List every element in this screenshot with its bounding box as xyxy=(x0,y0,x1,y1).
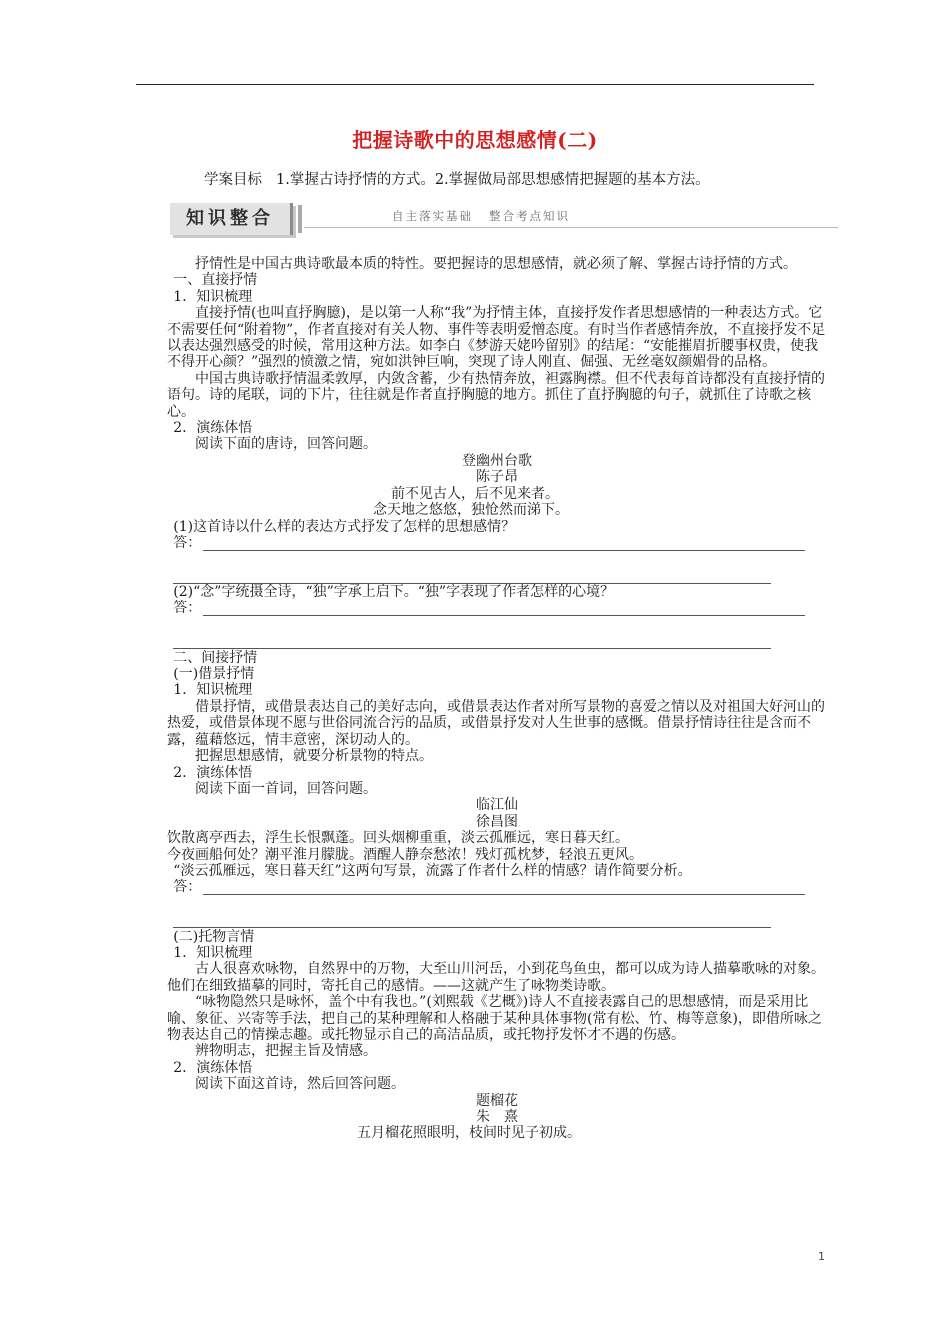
banner-sub-2: 整合考点知识 xyxy=(489,209,570,223)
answer-line[interactable] xyxy=(167,896,827,912)
poem-line: 饮散离亭西去，浮生长恨飘蓬。回头烟柳重重，淡云孤雁远，寒日暮天红。 xyxy=(167,830,629,847)
paragraph: 辨物明志，把握主旨及情感。 xyxy=(195,1043,377,1060)
section-heading: 一、直接抒情 xyxy=(173,272,258,289)
section-heading: 二、间接抒情 xyxy=(173,649,258,666)
poem-line: 念天地之悠悠，独怆然而涕下。 xyxy=(373,502,569,519)
sub-heading: 2．演练体悟 xyxy=(173,420,253,437)
sub-heading: 1．知识梳理 xyxy=(173,288,253,305)
banner-sub-1: 自主落实基础 xyxy=(392,209,473,223)
poem-line: 今夜画船何处？潮平淮月朦胧。酒醒人静奈愁浓！残灯孤枕梦，轻浪五更风。 xyxy=(167,846,643,863)
question: (1)这首诗以什么样的表达方式抒发了怎样的思想感情？ xyxy=(173,518,516,535)
instruction: 阅读下面一首词，回答问题。 xyxy=(195,780,377,797)
sub-heading: 2．演练体悟 xyxy=(173,1059,253,1076)
poem-title: 临江仙 xyxy=(476,797,518,814)
answer-line[interactable] xyxy=(167,568,827,584)
paragraph: 借景抒情，或借景表达自己的美好志向，或借景表达作者对所写景物的喜爱之情以及对祖国大好河山的热爱，或借景体现不愿与世俗同流合污的品质，或借景抒发对人生世事的感慨。借景抒情诗往往是含而不露，蕴藉悠远，情丰意密，深切动人的。 xyxy=(167,698,825,748)
sub-heading: (一)借景抒情 xyxy=(173,666,255,683)
goal-label: 学案目标 xyxy=(204,172,262,188)
answer-label: 答： xyxy=(173,534,202,551)
answer-field[interactable] xyxy=(167,879,827,895)
page-number: 1 xyxy=(818,1250,825,1263)
answer-line[interactable] xyxy=(167,633,827,649)
banner-line xyxy=(304,227,838,228)
answer-line[interactable] xyxy=(167,617,827,633)
banner-subtitle xyxy=(392,208,570,224)
answer-line[interactable] xyxy=(167,551,827,567)
paragraph: 古人很喜欢咏物，自然界中的万物，大至山川河岳，小到花鸟鱼虫，都可以成为诗人描摹歌咏的对象。他们在细致描摹的同时，寄托自己的感情。——这就产生了咏物类诗歌。 xyxy=(167,961,825,994)
poem-author: 陈子昂 xyxy=(476,469,518,486)
sub-heading: (二)托物言情 xyxy=(173,928,255,945)
intro-paragraph: 抒情性是中国古典诗歌最本质的特性。要把握诗的思想感情，就必须了解、掌握古诗抒情的方式。 xyxy=(195,256,797,272)
instruction: 阅读下面这首诗，然后回答问题。 xyxy=(195,1076,405,1093)
sub-heading: 1．知识梳理 xyxy=(173,944,253,961)
page-title: 把握诗歌中的思想感情(二) xyxy=(352,128,598,152)
paragraph: 直接抒情(也叫直抒胸臆)，是以第一人称“我”为抒情主体，直接抒发作者思想感情的一种表达方式。它不需要任何“附着物”，作者直接对有关人物、事件等表明爱憎态度。有时当作者感情奔放，不直接抒发不足以表达强烈感受的时候，常用这种方法。如李白《梦游天姥吟留别》的结尾：“安能摧眉折腰事权贵，使我不得开心颜？”强烈的愤激之情，宛如洪钟巨响，突现了诗人刚直、倔强、无丝毫奴颜媚骨的品格。 xyxy=(167,305,826,371)
paragraph: 中国古典诗歌抒情温柔敦厚，内敛含蓄，少有热情奔放，袒露胸襟。但不代表每首诗都没有直接抒情的语句。诗的尾联，词的下片，往往就是作者直抒胸臆的地方。抓住了直抒胸臆的句子，就抓住了诗歌之核心。 xyxy=(167,370,825,420)
answer-field[interactable] xyxy=(167,535,827,551)
sub-heading: 2．演练体悟 xyxy=(173,764,253,781)
sub-heading: 1．知识梳理 xyxy=(173,682,253,699)
goal-text: 1.掌握古诗抒情的方式。2.掌握做局部思想感情把握题的基本方法。 xyxy=(276,172,710,188)
poem-title: 题榴花 xyxy=(476,1092,518,1109)
poem-line: 五月榴花照眼明，枝间时见子初成。 xyxy=(357,1125,581,1142)
header-rule xyxy=(136,84,814,85)
answer-line[interactable] xyxy=(167,912,827,928)
poem-title: 登幽州台歌 xyxy=(462,452,532,469)
section-banner xyxy=(170,203,838,237)
banner-tag: 知识整合 xyxy=(170,203,293,235)
poem-line: 前不见古人，后不见来者。 xyxy=(391,485,559,502)
poem-author: 徐昌图 xyxy=(476,813,518,830)
learning-goal xyxy=(204,168,710,189)
paragraph: “咏物隐然只是咏怀，盖个中有我也。”(刘熙载《艺概》)诗人不直接表露自己的思想感情，而是采用比喻、象征、兴寄等手法，把自己的某种理解和人格融于某种具体事物(常有松、竹、梅等意象)，即借所咏之物表达自己的情操志趣。或托物显示自己的高洁品质，或托物抒发怀才不遇的伤感。 xyxy=(167,994,822,1043)
main-content xyxy=(167,256,827,1142)
answer-field[interactable] xyxy=(167,600,827,616)
paragraph: 把握思想感情，就要分析景物的特点。 xyxy=(195,748,433,765)
question: “淡云孤雁远，寒日暮天红”这两句写景，流露了作者什么样的情感？请作简要分析。 xyxy=(173,862,692,879)
banner-divider xyxy=(298,205,302,233)
answer-label: 答： xyxy=(173,600,202,617)
poem-author: 朱 熹 xyxy=(476,1108,518,1125)
instruction: 阅读下面的唐诗，回答问题。 xyxy=(195,436,377,453)
question: (2)“念”字统摄全诗，“独”字承上启下。“独”字表现了作者怎样的心境？ xyxy=(173,584,615,601)
answer-label: 答： xyxy=(173,879,202,896)
